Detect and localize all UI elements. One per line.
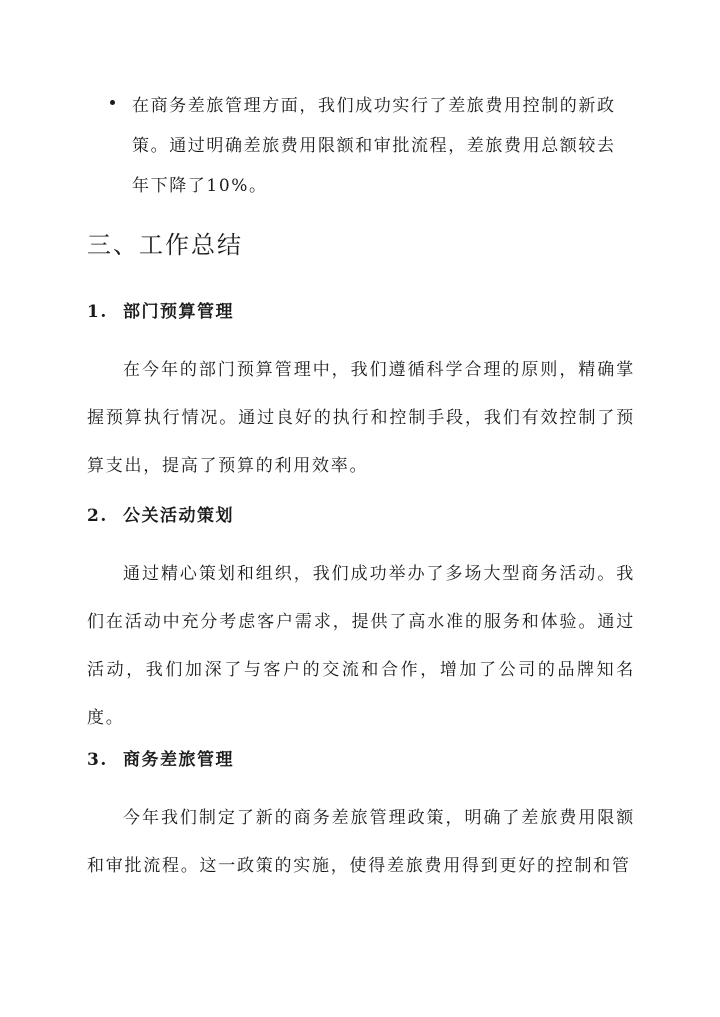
section-title: 三、工作总结 xyxy=(87,231,243,259)
subsection-title: 公关活动策划 xyxy=(123,506,234,526)
subsection-body-3: 今年我们制定了新的商务差旅管理政策，明确了差旅费用限额和审批流程。这一政策的实施，使得差旅费用得到更好的控制和管 xyxy=(87,808,635,876)
bullet-dot-icon xyxy=(110,100,115,105)
subsection-number: 2. xyxy=(87,506,108,526)
bullet-text: 在商务差旅管理方面，我们成功实行了差旅费用控制的新政策。通过明确差旅费用限额和审批流程，差旅费用总额较去年下降了10%。 xyxy=(132,96,616,196)
subsection-heading-2 xyxy=(87,502,234,530)
subsection-title: 部门预算管理 xyxy=(123,302,234,322)
subsection-number: 3. xyxy=(87,750,108,770)
subsection-heading-3 xyxy=(87,746,234,774)
subsection-title: 商务差旅管理 xyxy=(123,750,234,770)
subsection-number: 1. xyxy=(87,302,108,322)
subsection-body-1: 在今年的部门预算管理中，我们遵循科学合理的原则，精确掌握预算执行情况。通过良好的执行和控制手段，我们有效控制了预算支出，提高了预算的利用效率。 xyxy=(87,360,635,476)
subsection-body-2: 通过精心策划和组织，我们成功举办了多场大型商务活动。我们在活动中充分考虑客户需求，提供了高水准的服务和体验。通过活动，我们加深了与客户的交流和合作，增加了公司的品牌知名度。 xyxy=(87,564,635,728)
subsection-heading-1 xyxy=(87,298,234,326)
